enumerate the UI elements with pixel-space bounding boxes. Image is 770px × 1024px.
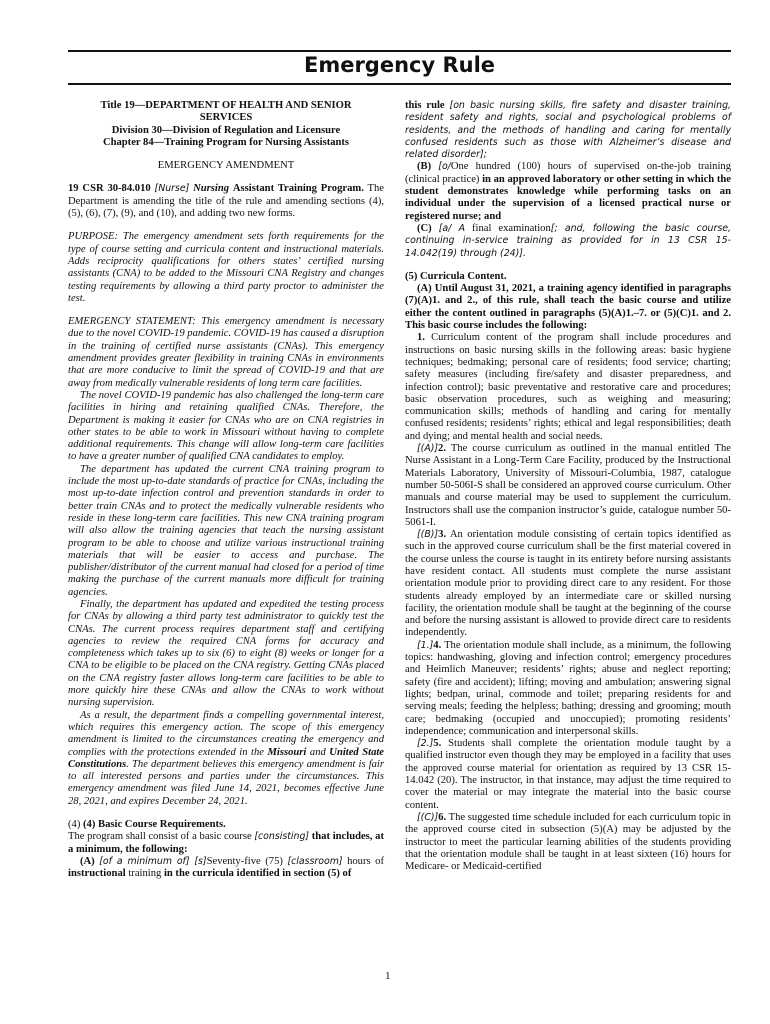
emergency-statement-p1: EMERGENCY STATEMENT: This emergency amendment is necessary due to the novel COVID-19 pandemic. COVID-19 has caused a disruption in the training of certified nurse assistants (CNAs). This emergency amendment provides greater flexibility in training CNAs in environments that are more conducive to limit the spread of COVID-19 and that are away from medically vulnerable residents of long term care facilities. xyxy=(68,316,384,389)
p5-deleted: [2.] xyxy=(417,738,434,750)
s4A-deleted-2: [classroom] xyxy=(287,855,343,867)
p5-text: Students shall complete the orientation module taught by a qualified instructor even though they may be employed in a facility that uses the approved course material for orientation as required by 13 CSR 15-14.042 (20). The instructor, in that instance, may adjust the time required to cover the material or may integrate the material into the basic course content. xyxy=(405,738,731,811)
paragraph-2 xyxy=(405,443,731,529)
p3-deleted: [(B)] xyxy=(417,529,439,541)
paragraph-6 xyxy=(405,812,731,873)
emergency-statement-p3: The department has updated the current CNA training program to include the most up-to-date standards of practice for CNAs, including the most up-to-date infection control and prevention standards in order to better train CNAs and to protect the medically vulnerable residents who reside in these long-term care facilities. This new CNA training program will also allow the training agencies that teach the nursing assistant program to be able to choose and utilize various instructional training materials that will be easier to access and purchase. The publisher/distributor of the current manual had closed for a period of time making the purchase of the current manuals more difficult for training agencies. xyxy=(68,463,384,598)
s4A-text-b: hours of xyxy=(347,855,384,867)
page-header-title: Emergency Rule xyxy=(303,53,496,77)
title-line: Title 19—DEPARTMENT OF HEALTH AND SENIOR xyxy=(100,100,352,111)
s4A-text-c: training xyxy=(128,868,162,880)
paragraph-4 xyxy=(405,640,731,738)
s4A-number: (A) xyxy=(80,855,95,867)
p3-number: 3. xyxy=(438,529,447,541)
s4-text-a: The program shall consist of a basic course xyxy=(68,831,252,843)
p2-deleted: [(A)] xyxy=(417,443,439,455)
rule-citation xyxy=(68,183,384,220)
p1-number: 1. xyxy=(417,332,425,344)
emergency-statement-p4: Finally, the department has updated and expedited the testing process for CNAs by allowing a third party test administrator to quickly test the CNAs. The current process requires department staff and certifying agencies to review the required CNA forms for accuracy and completeness which takes up to six (6) to eight (8) weeks or longer for a CNA to be eligible to be placed on the CNA registry. Getting CNAs placed on the CNA registry faster allows long-term care facilities to be able to more quickly hire these CNAs and allow the CNAs to work without nursing supervision. xyxy=(68,598,384,709)
csr-added-text: Nursing xyxy=(193,183,230,195)
s4C-number: (C) xyxy=(417,222,432,234)
p5-number: 5. xyxy=(433,738,442,750)
p2-number: 2. xyxy=(438,443,446,455)
division-heading: Division 30—Division of Regulation and Licensure xyxy=(111,124,341,136)
emergency-statement-p2: The novel COVID-19 pandemic has also challenged the long-term care facilities in hiring and retaining qualified CNAs. Therefore, the Department is making it easier for CNAs who are on CNA registries in other states to be able to work in Missouri without having to complete additional requirements. This change will allow long-term care facilities to have a greater number of qualified CNA candidates to employ. xyxy=(68,389,384,463)
paragraph-3 xyxy=(405,529,731,640)
s4B-deleted: [o/ xyxy=(438,161,451,173)
amendment-heading: EMERGENCY AMENDMENT xyxy=(157,160,295,172)
p6-number: 6. xyxy=(438,811,447,823)
s4C-deleted: [a/ A xyxy=(438,222,466,234)
s4A-bold: instructional xyxy=(68,868,126,880)
subsection-4A xyxy=(68,856,384,881)
p1-text: Curriculum content of the program shall include procedures and instructions on basic nursing skills in the following areas: basic hygiene techniques; bedmaking; personal care of residents; food service; charting; safety measures (including fire/safety and disaster preparedness, and infection control); basic preventative and restorative care and procedures; basic observation procedures, such as weighing and measuring; communication skills; methods of handling and caring for mentally confused residents; residents’ rights; ethical and legal responsibilities; death and dying; and mental health and social needs. xyxy=(405,332,731,442)
s4B-text: One hundred (100) hours of supervised on-the-job training (clinical practice) xyxy=(405,161,731,185)
p6-text: The suggested time schedule included for each curriculum topic in the approved course cited in subsection (5)(A) may be adjusted by the instructor to meet the particular learning abilities of the students providing that the orientation module shall be taught in at least sixteen (16) hours for Medicare- or Medicaid-certified xyxy=(405,811,731,873)
paragraph-5 xyxy=(405,738,731,812)
s4C-text: final examination xyxy=(472,222,551,234)
cont-bold: this rule xyxy=(405,100,445,111)
s4-deleted: [consisting] xyxy=(254,831,310,843)
purpose-paragraph: PURPOSE: The emergency amendment sets forth requirements for the type of course setting and curricula content and instructional materials. Adds reciprocity qualifications for others states’ certified nursing assistants (CNA) to be added to the Missouri CNA Registry and changes testing requirements by allowing a third party proctor to administer the test. xyxy=(68,231,384,304)
right-column xyxy=(405,100,731,873)
p4-text: The orientation module shall include, as a minimum, the following topics: handwashing, gloving and infection control; emergency procedures and Heimlich Maneuver; residents’ rights; abuse and neglect reporting; safety (fire and accident); lifting; moving and ambulation; answering signal lights; bedpan, urinal, commode and toilet; preparing residents for and serving meals; feeding the helpless; bathing; dressing and grooming; mouth care; bedmaking (occupied and unoccupied); promoting residents’ independence; communication and interpersonal skills. xyxy=(405,639,731,737)
p4-number: 4. xyxy=(433,639,442,651)
p3-text: An orientation module consisting of certain topics identified as such in the approved course curriculum shall be the first material covered in the course unless the course is taught in its entirety before nursing assistants have resident contact. All students must complete the nurse assistant orientation module prior to providing direct care to any resident. For those students already employed by an intermediate care or skilled nursing facility, the orientation module shall be taught at the beginning of the course and before the nursing assistant is allowed to provide direct care to residents independently. xyxy=(405,529,731,639)
subsection-4C xyxy=(405,223,731,260)
statement-missouri: Missouri xyxy=(267,746,307,758)
statement-p5-text-a: As a result, the department finds a compelling governmental interest, which requires this emergency action. The scope of this emergency amendment is limited to the circumstances creating the emergency and complies with the protections extended in the xyxy=(68,709,384,758)
statement-constitutions: United State Constitutions xyxy=(68,746,385,770)
section-4-heading: (4) (4) Basic Course Requirements. xyxy=(68,819,226,831)
cont-deleted: [on basic nursing skills, fire safety and disaster training, resident safety and rights, social and psychological problems of residents, and the methods of handling and caring for mentally confused residents such as those with Alzheimer’s disease and related disorder]; xyxy=(405,100,732,161)
s4A-deleted: [of a minimum of] [s] xyxy=(99,855,207,867)
section-4-text xyxy=(68,831,384,856)
section-5-title: (5) Curricula Content. xyxy=(405,270,507,282)
chapter-heading: Chapter 84—Training Program for Nursing Assistants xyxy=(102,136,350,148)
s4C-deleted-2: [; and, following the basic course, continuing in-service training as provided for in 13 CSR 15-14.042(19) through (24)]. xyxy=(405,222,731,259)
paragraph-1 xyxy=(405,332,731,443)
s4-text-b: that includes, at a minimum, the following: xyxy=(68,831,384,855)
statement-p5-text-c: . The department believes this emergency amendment is fair to all interested persons and parties under the circumstances. This emergency amendment was filed June 14, 2021, becomes effective June 28, 2021, and expires December 24, 2021. xyxy=(68,758,384,807)
p6-deleted: [(C)] xyxy=(417,811,439,823)
csr-deleted-text: [Nurse] xyxy=(154,183,190,195)
title-line-2: SERVICES xyxy=(199,112,253,124)
section-5-heading xyxy=(405,271,731,283)
s4A-text-a: Seventy-five (75) xyxy=(206,855,283,867)
page-number: 1 xyxy=(385,970,391,982)
s4B-number: (B) xyxy=(417,161,432,173)
s4A-bold-2: in the curricula identified in section (5) of xyxy=(163,868,352,880)
emergency-statement-p5 xyxy=(68,710,384,808)
intro-text: The Department is amending the title of the rule and amending sections (4), (5), (6), (7), (9), and (10), and adding two new forms. xyxy=(68,183,384,220)
csr-title: Assistant Training Program. xyxy=(232,183,364,195)
csr-number: 19 CSR 30-84.010 xyxy=(68,183,151,195)
p4-deleted: [1.] xyxy=(417,639,434,651)
statement-and: and xyxy=(309,746,326,758)
subsection-4B xyxy=(405,161,731,222)
s4B-bold: in an approved laboratory or other setting in which the student demonstrates knowledge while performing tasks on an individual under the supervision of a licensed practical nurse or registered nurse; and xyxy=(405,173,731,222)
section-4-title: (4) Basic Course Requirements. xyxy=(83,819,226,831)
header-bottom-rule xyxy=(68,83,731,85)
section-4A-continuation xyxy=(405,100,731,161)
left-column xyxy=(68,100,384,881)
subsection-5A: (A) Until August 31, 2021, a training agency identified in paragraphs (7)(A)1. and 2., of this rule, shall teach the basic course and utilize either the content outlined in paragraphs (5)(A)1.–7. or (5)(C)1. and 2. This basic course includes the following: xyxy=(405,283,731,332)
p2-text: The course curriculum as outlined in the manual entitled The Nurse Assistant in a Long-Term Care Facility, produced by the Instructional Materials Laboratory, University of Missouri-Columbia, 1987, catalogue number 50-506I-S shall be considered an approved course curriculum. Other manuals and course material may be used to supplement the curriculum. Instructors shall use the companion instructor’s guide, catalogue number 50-5061-I. xyxy=(405,443,731,528)
